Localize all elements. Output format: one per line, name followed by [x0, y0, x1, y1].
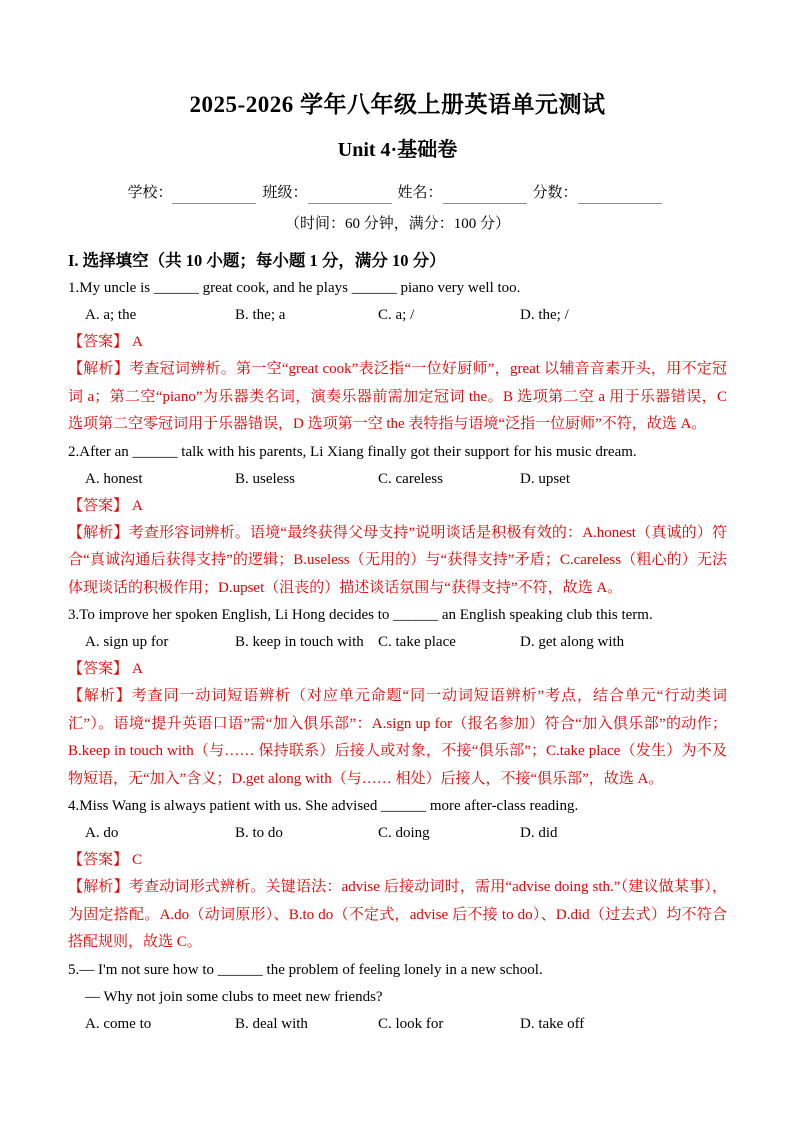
name-blank [443, 188, 527, 204]
option-b: B. to do [235, 825, 283, 841]
option-d: D. get along with [520, 634, 625, 650]
question-1-options [68, 302, 727, 329]
question-4-options [68, 820, 727, 847]
question-5-options [68, 1011, 727, 1038]
option-b: B. keep in touch with [235, 634, 364, 650]
question-3-options [68, 629, 727, 656]
school-field-label: 学校： [127, 185, 173, 201]
analysis-text: 考查动词形式辨析。关键语法：advise 后接动词时，需用“advise doing sth.”（建议做某事），为固定搭配。A.do（动词原形）、B.to do（不定式，advise 后不接 to do）、D.did（过去式）均不符合搭配规则，故选 C。 [68, 879, 727, 950]
option-a: A. do [85, 825, 119, 841]
page-title: 2025-2026 学年八年级上册英语单元测试 [189, 92, 606, 117]
analysis-paragraph [68, 683, 727, 793]
option-a: A. honest [85, 470, 143, 487]
option-d: D. upset [520, 470, 570, 487]
answer-letter: C [132, 852, 143, 868]
option-a: A. sign up for [85, 634, 169, 650]
section-1-heading: I. 选择填空（共 10 小题；每小题 1 分，满分 10 分） [68, 251, 446, 270]
question-2-text: 2.After an ______ talk with his parents, Li Xiang finally got their support for his music dream. [68, 443, 637, 460]
question-1 [68, 275, 727, 439]
analysis-text: 考查同一动词短语辨析（对应单元命题“同一动词短语辨析”考点，结合单元“行动类词汇”）。语境“提升英语口语”需“加入俱乐部”：A.sign up for（报名参加）符合“加入俱乐部”的动作；B.keep in touch with（与…… 保持联系）后接人或对象，不接“俱乐部”；C.take place（发生）为不及物短语，无“加入”含义；D.get along with（与…… 相处）后接人，不接“俱乐部”，故选 A。 [68, 688, 727, 787]
option-c: C. a; / [378, 307, 415, 323]
option-b: B. the; a [235, 307, 286, 323]
question-4 [68, 793, 727, 957]
option-b: B. deal with [235, 1015, 308, 1032]
option-d: D. take off [520, 1015, 585, 1032]
name-field-label: 姓名： [397, 185, 443, 201]
analysis-label: 【解析】 [68, 361, 130, 377]
answer-letter: A [132, 497, 143, 514]
option-d: D. did [520, 825, 558, 841]
question-3-text: 3.To improve her spoken English, Li Hong decides to ______ an English speaking club this term. [68, 607, 653, 623]
student-info-form [68, 182, 727, 204]
answer-label: 【答案】 [68, 497, 129, 514]
analysis-label: 【解析】 [68, 688, 132, 704]
answer-label: 【答案】 [68, 334, 129, 350]
question-2-options [68, 466, 727, 493]
question-4-text: 4.Miss Wang is always patient with us. She advised ______ more after-class reading. [68, 798, 579, 814]
answer-letter: A [132, 334, 143, 350]
analysis-text: 考查形容词辨析。语境“最终获得父母支持”说明谈话是积极有效的：A.honest（真诚的）符合“真诚沟通后获得支持”的逻辑；B.useless（无用的）与“获得支持”矛盾；C.careless（粗心的）无法体现谈话的积极作用；D.upset（沮丧的）描述谈话氛围与“获得支持”不符，故选 A。 [68, 524, 727, 596]
class-field-label: 班级： [262, 185, 308, 201]
analysis-text: 考查冠词辨析。第一空“great cook”表泛指“一位好厨师”，great 以辅音音素开头，用不定冠词 a；第二空“piano”为乐器类名词，演奏乐器前需加定冠词 the。B 选项第二空 a 用于乐器错误，C 选项第二空零冠词用于乐器错误，D 选项第一空 the 表特指与语境“泛指一位厨师”不符，故选 A。 [68, 361, 727, 432]
analysis-paragraph [68, 520, 727, 603]
question-5 [68, 957, 727, 1038]
score-field-label: 分数： [532, 185, 578, 201]
option-a: A. a; the [85, 307, 137, 323]
answer-label: 【答案】 [68, 852, 129, 868]
exam-subtitle: Unit 4·基础卷 [337, 139, 458, 161]
school-blank [172, 188, 256, 204]
answer-letter: A [132, 661, 143, 677]
analysis-paragraph [68, 356, 727, 439]
analysis-label: 【解析】 [68, 524, 129, 541]
answer-line [68, 847, 727, 874]
option-c: C. look for [378, 1015, 444, 1032]
question-5-text-line-2: — Why not join some clubs to meet new friends? [85, 988, 383, 1005]
question-5-text-line-1: 5.— I'm not sure how to ______ the problem of feeling lonely in a new school. [68, 961, 543, 978]
question-2 [68, 439, 727, 603]
answer-line [68, 493, 727, 520]
question-1-text: 1.My uncle is ______ great cook, and he plays ______ piano very well too. [68, 280, 521, 296]
answer-line [68, 329, 727, 356]
answer-line [68, 656, 727, 683]
option-d: D. the; / [520, 307, 569, 323]
option-c: C. careless [378, 470, 443, 487]
analysis-label: 【解析】 [68, 879, 129, 895]
analysis-paragraph [68, 874, 727, 957]
question-3 [68, 602, 727, 793]
score-blank [578, 188, 662, 204]
option-b: B. useless [235, 470, 295, 487]
answer-label: 【答案】 [68, 661, 129, 677]
option-c: C. doing [378, 825, 430, 841]
class-blank [308, 188, 392, 204]
option-c: C. take place [378, 634, 456, 650]
exam-meta: （时间：60 分钟，满分：100 分） [284, 216, 510, 232]
option-a: A. come to [85, 1015, 152, 1032]
